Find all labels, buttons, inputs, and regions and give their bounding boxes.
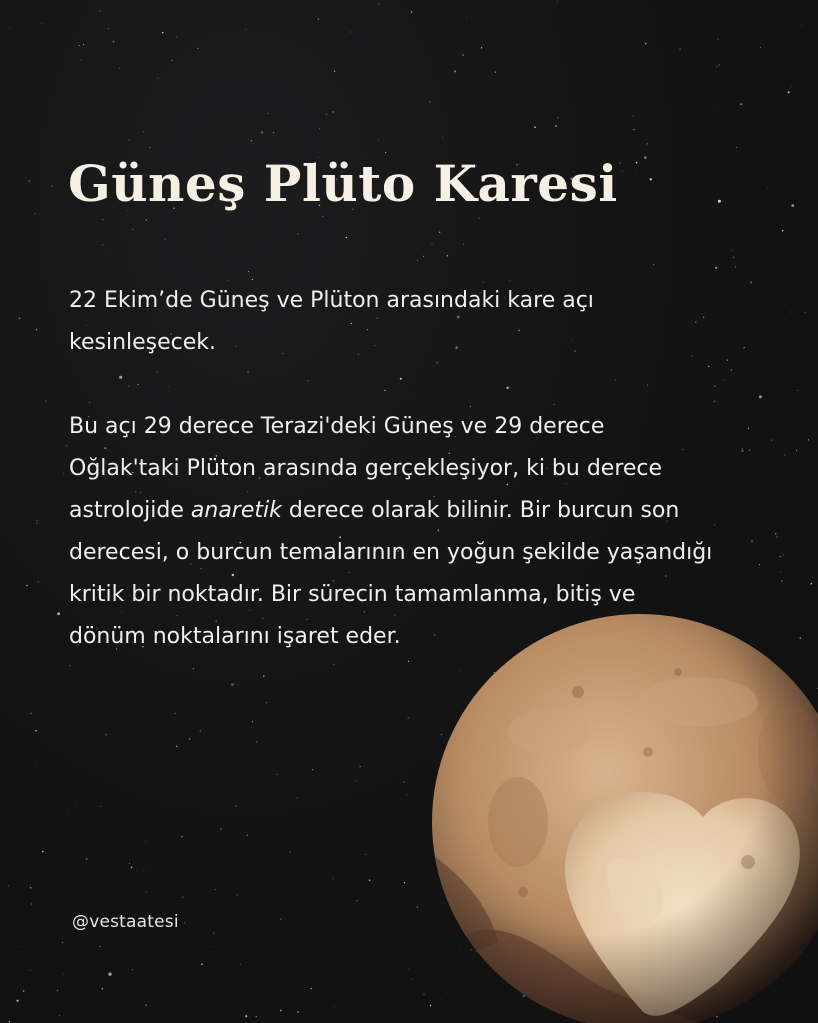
star: [16, 1000, 18, 1002]
star: [42, 866, 43, 867]
star: [80, 60, 81, 61]
star: [297, 233, 298, 234]
star: [408, 661, 409, 662]
star: [759, 395, 762, 398]
star: [184, 922, 186, 924]
star: [273, 132, 274, 133]
star: [775, 533, 776, 534]
star: [252, 721, 253, 722]
star: [23, 990, 25, 992]
star: [30, 887, 32, 889]
star: [744, 347, 745, 348]
star: [256, 741, 257, 742]
star: [280, 918, 282, 920]
star: [780, 572, 781, 573]
star: [346, 237, 347, 238]
star: [495, 72, 496, 73]
star: [365, 854, 366, 855]
star: [790, 312, 791, 313]
star: [736, 147, 737, 148]
star: [334, 1006, 335, 1007]
star: [479, 218, 480, 219]
star: [319, 128, 320, 129]
star: [411, 11, 412, 12]
star: [100, 806, 101, 807]
star: [442, 137, 443, 138]
star: [632, 116, 633, 117]
star: [407, 717, 408, 718]
star: [102, 219, 103, 220]
star: [21, 946, 22, 947]
star: [645, 43, 647, 45]
star: [79, 45, 80, 46]
star: [8, 885, 9, 886]
star: [59, 1015, 60, 1016]
star: [378, 4, 379, 5]
star: [783, 555, 784, 556]
star: [333, 664, 334, 665]
star: [424, 994, 425, 995]
star: [146, 892, 147, 893]
star: [105, 734, 107, 736]
star: [742, 448, 743, 449]
star: [113, 41, 115, 43]
star: [38, 581, 39, 582]
star: [145, 219, 147, 221]
star: [718, 64, 720, 66]
star: [796, 450, 797, 451]
star: [162, 32, 164, 34]
star: [36, 522, 38, 524]
star: [748, 428, 749, 429]
star: [137, 869, 138, 870]
star: [19, 317, 21, 319]
star: [108, 28, 109, 29]
star: [231, 683, 234, 686]
star: [650, 178, 653, 181]
star: [175, 713, 176, 714]
star: [182, 897, 183, 898]
star: [360, 766, 361, 767]
star: [189, 738, 190, 739]
star: [454, 70, 456, 72]
star: [255, 1016, 257, 1018]
star: [132, 229, 133, 230]
paragraph-explanation-end: derece olarak bilinir. Bir burcun son derecesi, o burcun temalarının en yoğun şekilde yaşandığı kritik bir noktadır. Bir sürecin tamamlanma, bitiş ve dönüm noktalarını işaret eder.: [69, 498, 713, 649]
star: [407, 794, 408, 795]
star: [237, 138, 238, 139]
star: [781, 580, 783, 582]
star: [36, 763, 37, 764]
star: [145, 841, 146, 842]
star: [261, 131, 263, 133]
star: [644, 156, 646, 158]
star: [646, 143, 648, 145]
star: [266, 702, 267, 703]
star: [143, 870, 144, 871]
star: [791, 86, 792, 87]
star: [404, 882, 405, 883]
star: [132, 969, 133, 970]
paragraph-explanation-start: Bu açı 29 derece Terazi'deki Güneş ve 29 derece Oğlak'taki Plüton arasında gerçekleşiyor, ki bu derece astrolojide: [69, 414, 663, 523]
star: [165, 239, 166, 240]
star: [680, 49, 681, 50]
star: [356, 780, 357, 781]
star: [732, 250, 733, 251]
star: [620, 162, 621, 163]
star: [447, 255, 449, 257]
star: [35, 730, 37, 732]
star: [636, 162, 638, 164]
star: [129, 139, 130, 140]
star: [181, 836, 183, 838]
star: [750, 281, 752, 283]
star: [30, 713, 31, 714]
star: [119, 68, 120, 69]
star: [462, 54, 463, 55]
star: [311, 988, 312, 989]
star: [653, 264, 655, 266]
star: [723, 380, 724, 381]
star: [322, 216, 323, 217]
star: [557, 117, 558, 118]
star: [129, 863, 130, 864]
star: [75, 805, 76, 806]
star: [51, 186, 52, 187]
star: [759, 564, 760, 565]
star: [718, 200, 721, 203]
star: [735, 266, 736, 267]
star: [439, 232, 440, 233]
star: [622, 171, 623, 172]
star: [636, 170, 637, 171]
star: [740, 103, 742, 105]
star: [248, 271, 249, 272]
star: [9, 1021, 11, 1023]
star: [408, 969, 409, 970]
star: [57, 612, 60, 615]
star: [557, 1, 558, 2]
star: [66, 446, 67, 447]
star: [42, 23, 43, 24]
star: [810, 583, 812, 585]
star: [107, 252, 108, 253]
star: [45, 400, 46, 401]
star: [213, 932, 214, 933]
star: [350, 31, 351, 32]
author-handle: @vestaatesi: [72, 912, 179, 932]
star: [277, 774, 278, 775]
star: [31, 903, 32, 904]
star: [102, 244, 103, 245]
star: [143, 131, 144, 132]
star: [333, 878, 334, 879]
star: [251, 140, 253, 142]
star: [733, 257, 735, 259]
star: [332, 111, 333, 112]
star: [312, 769, 313, 770]
star: [417, 906, 419, 908]
star: [801, 25, 802, 26]
star: [385, 152, 386, 153]
article-body: [69, 280, 719, 658]
star: [108, 973, 111, 976]
star: [369, 879, 371, 881]
star: [67, 810, 68, 811]
star: [201, 963, 203, 965]
star: [297, 1011, 298, 1012]
star: [808, 439, 809, 440]
star: [749, 450, 750, 451]
star: [69, 665, 70, 666]
star: [776, 536, 777, 537]
star: [423, 256, 424, 257]
star: [26, 585, 27, 586]
star: [334, 70, 335, 71]
star: [318, 18, 319, 19]
star: [731, 369, 733, 371]
star: [150, 147, 151, 148]
star: [715, 267, 717, 269]
star: [131, 866, 133, 868]
star: [463, 244, 464, 245]
star: [718, 38, 719, 39]
star: [771, 439, 772, 440]
star: [238, 685, 239, 686]
star: [403, 782, 404, 783]
star: [99, 946, 100, 947]
star: [481, 47, 482, 48]
star: [176, 746, 177, 747]
star: [417, 260, 418, 261]
star: [36, 520, 37, 521]
star: [171, 60, 173, 62]
star: [534, 126, 536, 128]
star: [63, 974, 64, 975]
star: [34, 213, 35, 214]
star: [760, 47, 761, 48]
star: [176, 36, 177, 37]
star: [751, 540, 753, 542]
star: [741, 449, 744, 452]
star: [633, 129, 634, 130]
star: [432, 244, 433, 245]
star: [42, 851, 43, 852]
star: [197, 48, 198, 49]
star: [9, 28, 10, 29]
star: [245, 29, 246, 30]
star: [99, 10, 100, 11]
star: [63, 473, 64, 474]
star: [30, 970, 31, 971]
star: [240, 964, 241, 965]
star: [215, 889, 216, 890]
star: [200, 730, 201, 731]
star: [716, 66, 717, 67]
star: [782, 230, 783, 231]
star: [797, 390, 798, 391]
page-title: Güneş Plüto Karesi: [68, 154, 618, 213]
star: [102, 988, 104, 990]
star: [356, 900, 357, 901]
star: [210, 946, 211, 947]
star: [326, 114, 328, 116]
star: [412, 979, 413, 980]
star: [245, 1015, 247, 1017]
star: [466, 18, 467, 19]
star: [429, 101, 430, 102]
star: [791, 204, 794, 207]
star: [193, 668, 194, 669]
star: [296, 797, 297, 798]
star: [767, 187, 768, 188]
star: [36, 329, 37, 330]
star: [220, 828, 222, 830]
star: [29, 180, 31, 182]
star: [237, 894, 238, 895]
star: [780, 556, 781, 557]
star: [712, 108, 713, 109]
star: [280, 1010, 282, 1012]
star: [62, 942, 63, 943]
pluto-planet-illustration: [428, 612, 818, 1023]
star: [788, 91, 790, 93]
star: [784, 454, 785, 455]
star: [57, 990, 58, 991]
star: [267, 113, 268, 114]
star: [727, 359, 728, 360]
star: [290, 851, 291, 852]
star: [86, 858, 88, 860]
star: [83, 44, 84, 45]
star: [131, 1011, 132, 1012]
star: [263, 675, 265, 677]
star: [145, 1004, 146, 1005]
star: [805, 312, 806, 313]
paragraph-intro: 22 Ekim’de Güneş ve Plüton arasındaki kare açı kesinleşecek.: [69, 288, 594, 355]
star: [235, 806, 236, 807]
emphasis-anaretik: anaretik: [190, 498, 282, 523]
star: [158, 78, 159, 79]
star: [247, 835, 248, 836]
star: [555, 125, 557, 127]
star: [378, 139, 379, 140]
star: [302, 704, 303, 705]
